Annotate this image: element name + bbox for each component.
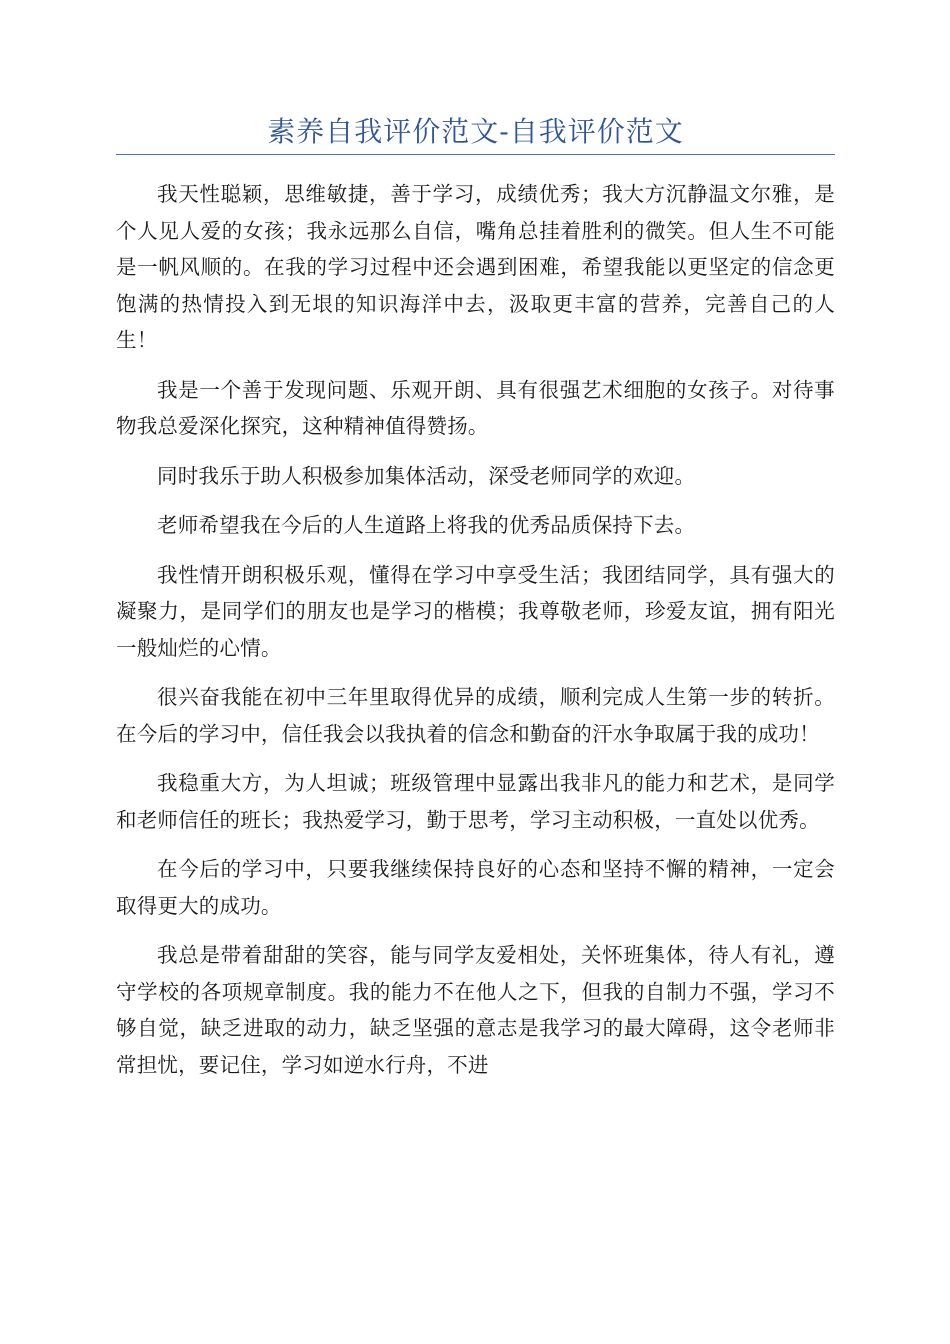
paragraph: 我性情开朗积极乐观，懂得在学习中享受生活；我团结同学，具有强大的凝聚力，是同学们的朋友也是学习的楷模；我尊敬老师，珍爱友谊，拥有阳光一般灿烂的心情。 (116, 562, 835, 660)
paragraph: 我总是带着甜甜的笑容，能与同学友爱相处，关怀班集体，待人有礼，遵守学校的各项规章制度。我的能力不在他人之下，但我的自制力不强，学习不够自觉，缺乏进取的动力，缺乏坚强的意志是我学习的最大障碍，这令老师非常担忧，要记住，学习如逆水行舟，不进 (116, 943, 835, 1077)
document-title: 素养自我评价范文-自我评价范文 (267, 115, 684, 148)
paragraph: 在今后的学习中，只要我继续保持良好的心态和坚持不懈的精神，一定会取得更大的成功。 (116, 857, 835, 918)
paragraph: 我稳重大方，为人坦诚；班级管理中显露出我非凡的能力和艺术，是同学和老师信任的班长；我热爱学习，勤于思考，学习主动积极，一直处以优秀。 (116, 771, 835, 832)
title-underline (116, 154, 835, 155)
paragraph: 我是一个善于发现问题、乐观开朗、具有很强艺术细胞的女孩子。对待事物我总爱深化探究，这种精神值得赞扬。 (116, 377, 835, 438)
paragraph: 很兴奋我能在初中三年里取得优异的成绩，顺利完成人生第一步的转折。在今后的学习中，信任我会以我执着的信念和勤奋的汗水争取属于我的成功！ (116, 685, 835, 746)
document-body (116, 176, 835, 1096)
paragraph: 同时我乐于助人积极参加集体活动，深受老师同学的欢迎。 (157, 463, 696, 488)
paragraph: 我天性聪颖，思维敏捷，善于学习，成绩优秀；我大方沉静温文尔雅，是个人见人爱的女孩；我永远那么自信，嘴角总挂着胜利的微笑。但人生不可能是一帆风顺的。在我的学习过程中还会遇到困难，希望我能以更坚定的信念更饱满的热情投入到无垠的知识海洋中去，汲取更丰富的营养，完善自己的人生！ (116, 182, 835, 352)
paragraph: 老师希望我在今后的人生道路上将我的优秀品质保持下去。 (157, 513, 696, 537)
